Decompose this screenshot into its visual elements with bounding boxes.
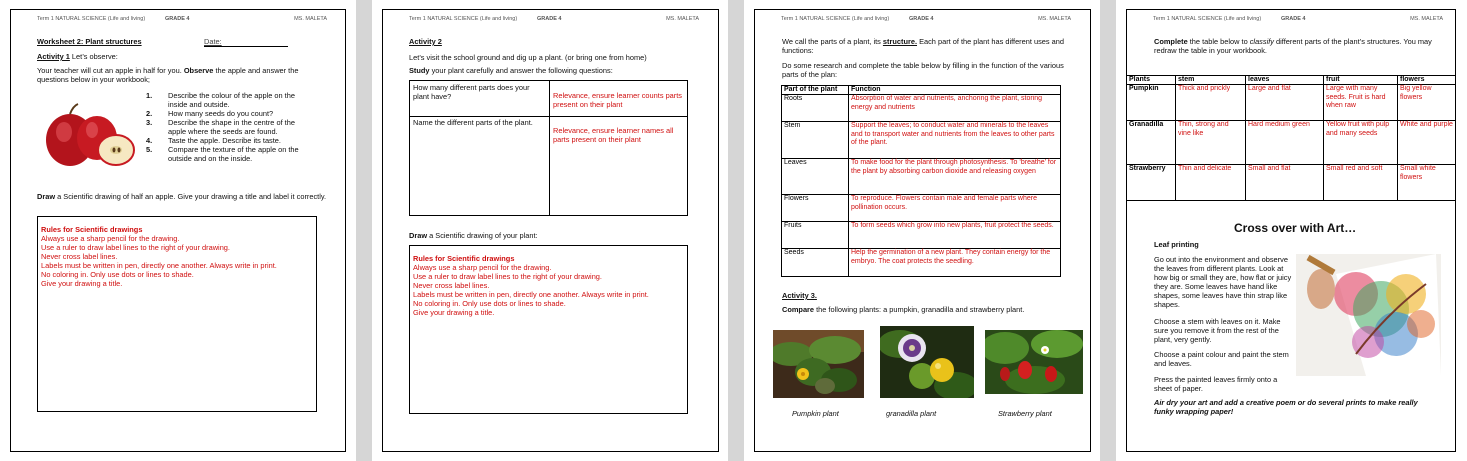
classify-table	[1126, 75, 1456, 201]
rule-item: Give your drawing a title.	[413, 308, 495, 317]
table-row	[1127, 85, 1456, 121]
intro-text: the table below to	[1187, 37, 1250, 46]
rule-item: Give your drawing a title.	[41, 279, 123, 288]
research-instruction: Do some research and complete the table below by filling in the function of the various parts of the plan:	[782, 61, 1064, 79]
intro-observe: Observe	[183, 66, 214, 75]
intro-text: Your teacher will cut an apple in half for you.	[37, 66, 184, 75]
rule-item: Labels must be written in pen, directly one another. Always write in print.	[413, 290, 649, 299]
question-item	[146, 136, 311, 145]
draw-instruction	[409, 231, 538, 240]
structure-intro	[782, 37, 1064, 55]
question-number: 5.	[146, 145, 153, 154]
compare-label: Compare	[782, 305, 815, 314]
question-text: How many seeds do you count?	[168, 109, 274, 118]
page-3	[744, 0, 1100, 461]
answer-2: Relevance, ensure learner names all parts present on their plant	[553, 126, 674, 144]
question-number: 1.	[146, 91, 153, 100]
function-cell: Help the germination of a new plant. They contain energy for the embryo. The coat protects the seedling.	[849, 249, 1061, 277]
leaf-printing-para: Press the painted leaves firmly onto a sheet of paper.	[1154, 375, 1278, 393]
col-header: stem	[1176, 76, 1246, 85]
col-header: leaves	[1246, 76, 1324, 85]
stem-cell: Thin and delicate	[1176, 165, 1246, 201]
question-number: 2.	[146, 109, 153, 118]
part-cell: Leaves	[782, 159, 849, 195]
rules-title: Rules for Scientific drawings	[413, 254, 515, 263]
compare-text: the following plants: a pumpkin, granadilla and strawberry plant.	[814, 305, 1025, 314]
rule-item: Use a ruler to draw label lines to the right of your drawing.	[413, 272, 602, 281]
activity-1-tail: Let’s observe:	[69, 52, 118, 61]
rules-title: Rules for Scientific drawings	[41, 225, 143, 234]
classify-intro	[1154, 37, 1434, 55]
intro-text: We call the parts of a plant, its	[782, 37, 883, 46]
strawberry-caption: Strawberry plant	[998, 409, 1052, 418]
question-2: Name the different parts of the plant.	[413, 118, 533, 127]
header-grade: GRADE 4	[165, 16, 190, 22]
fruit-cell: Small red and soft	[1324, 165, 1398, 201]
question-number: 3.	[146, 118, 153, 127]
table-row	[782, 122, 1061, 159]
draw-instruction	[37, 192, 327, 201]
drawing-box[interactable]	[409, 245, 688, 414]
complete-label: Complete	[1154, 37, 1188, 46]
header-teacher: MS. MALETA	[294, 16, 327, 22]
intro-structure: structure.	[882, 37, 918, 46]
leaves-cell: Small and flat	[1246, 165, 1324, 201]
leaf-printing-para: Choose a paint colour and paint the stem and leaves.	[1154, 350, 1289, 368]
question-item	[146, 109, 311, 118]
activity-2-study	[409, 66, 709, 75]
part-cell: Roots	[782, 95, 849, 122]
page-4	[1116, 0, 1467, 461]
intro-text-2: the apple and answer the questions below in your workbook;	[37, 66, 299, 84]
header-grade: GRADE 4	[909, 16, 934, 22]
table-row	[782, 222, 1061, 249]
rule-item: No coloring in. Only use dots or lines to shade.	[41, 270, 194, 279]
question-text: Taste the apple. Describe its taste.	[168, 136, 281, 145]
flowers-cell: Small white flowers	[1398, 165, 1456, 201]
fruit-cell: Yellow fruit with pulp and many seeds	[1324, 121, 1398, 165]
rule-item: Never cross label lines.	[41, 252, 118, 261]
strawberry-plant-photo	[985, 330, 1083, 394]
plant-cell: Granadilla	[1127, 121, 1176, 165]
activity-2-heading: Activity 2	[409, 37, 442, 46]
table-row	[782, 95, 1061, 122]
page-2	[372, 0, 728, 461]
function-cell: To form seeds which grow into new plants, fruit protect the seeds.	[849, 222, 1061, 249]
part-cell: Fruits	[782, 222, 849, 249]
rule-item: Always use a sharp pencil for the drawing.	[413, 263, 552, 272]
table-row	[1127, 165, 1456, 201]
leaf-printing-para: Go out into the environment and observe the leaves from different plants. Look at how big or small they are, how flat or juicy they are. Some leaves have hand like shapes, some leaves have thin strap like shapes.	[1154, 255, 1292, 309]
page-1	[0, 0, 356, 461]
col-header: flowers	[1398, 76, 1456, 85]
leaves-cell: Large and flat	[1246, 85, 1324, 121]
pumpkin-caption: Pumpkin plant	[792, 409, 839, 418]
study-text: your plant carefully and answer the following questions:	[429, 66, 613, 75]
table-row	[782, 159, 1061, 195]
granadilla-plant-photo	[880, 326, 974, 398]
col-header-function: Function	[849, 86, 1061, 95]
table-row	[782, 249, 1061, 277]
question-item	[146, 145, 311, 163]
question-item	[146, 91, 311, 109]
draw-label: Draw	[409, 231, 428, 240]
table-row	[782, 195, 1061, 222]
activity-2-line1: Let’s visit the school ground and dig up a plant. (or bring one from home)	[409, 53, 647, 62]
study-label: Study	[409, 66, 430, 75]
draw-text: a Scientific drawing of your plant:	[427, 231, 538, 240]
function-cell: To make food for the plant through photosynthesis. To ‘breathe’ for the plant by absorbing carbon dioxide and releasing oxygen	[849, 159, 1061, 195]
question-list	[146, 91, 311, 163]
leaf-printing-final: Air dry your art and add a creative poem or do several prints to make really funky wrapping paper!	[1154, 398, 1418, 416]
draw-text: a Scientific drawing of half an apple. Give your drawing a title and label it correctly.	[55, 192, 327, 201]
question-text: Describe the colour of the apple on the inside and outside.	[168, 91, 295, 109]
question-text: Compare the texture of the apple on the outside and on the inside.	[168, 145, 299, 163]
drawing-box[interactable]	[37, 216, 317, 412]
rule-item: Always use a sharp pencil for the drawing.	[41, 234, 180, 243]
part-cell: Seeds	[782, 249, 849, 277]
function-table	[781, 85, 1061, 277]
worksheet-title: Worksheet 2: Plant structures	[37, 37, 142, 46]
col-header: Plants	[1127, 76, 1176, 85]
activity-1-heading	[37, 52, 118, 61]
date-label: Date:	[204, 37, 222, 46]
leaf-printing-subheading: Leaf printing	[1154, 240, 1199, 249]
header-subject: Term 1 NATURAL SCIENCE (Life and living)	[1153, 16, 1262, 22]
col-header: fruit	[1324, 76, 1398, 85]
intro-text-2: different parts of the plant’s structures. You may redraw the table in your workbook.	[1154, 37, 1432, 55]
question-number: 4.	[146, 136, 153, 145]
header-grade: GRADE 4	[1281, 16, 1306, 22]
leaves-cell: Hard medium green	[1246, 121, 1324, 165]
leaf-print-photo	[1296, 254, 1441, 376]
stem-cell: Thin, strong and vine like	[1176, 121, 1246, 165]
fruit-cell: Large with many seeds. Fruit is hard when raw	[1324, 85, 1398, 121]
granadilla-caption: granadilla plant	[886, 409, 937, 418]
activity-3-heading: Activity 3.	[782, 291, 817, 300]
plant-cell: Strawberry	[1127, 165, 1176, 201]
question-1: How many different parts does your plant have?	[413, 83, 530, 101]
header-grade: GRADE 4	[537, 16, 562, 22]
pumpkin-plant-photo	[773, 330, 864, 398]
header-teacher: MS. MALETA	[666, 16, 699, 22]
part-cell: Stem	[782, 122, 849, 159]
stem-cell: Thick and prickly	[1176, 85, 1246, 121]
rule-item: Labels must be written in pen, directly one another. Always write in print.	[41, 261, 277, 270]
rule-item: Never cross label lines.	[413, 281, 490, 290]
function-cell: Support the leaves; to conduct water and minerals to the leaves and to transport water and nutrients from the leaves to other parts of the plant.	[849, 122, 1061, 159]
activity-1-intro	[37, 66, 327, 84]
rule-item: No coloring in. Only use dots or lines to shade.	[413, 299, 566, 308]
date-field[interactable]	[204, 37, 288, 47]
leaf-printing-para: Choose a stem with leaves on it. Make sure you remove it from the rest of the plant, very gently.	[1154, 317, 1281, 344]
header-teacher: MS. MALETA	[1410, 16, 1443, 22]
plant-cell: Pumpkin	[1127, 85, 1176, 121]
intro-text-2: Each part of the plant has different uses and functions:	[782, 37, 1064, 55]
art-heading: Cross over with Art…	[1234, 221, 1357, 235]
header-subject: Term 1 NATURAL SCIENCE (Life and living)	[781, 16, 890, 22]
activity-1-label: Activity 1	[37, 52, 70, 61]
header-subject: Term 1 NATURAL SCIENCE (Life and living)	[409, 16, 518, 22]
part-cell: Flowers	[782, 195, 849, 222]
header-subject: Term 1 NATURAL SCIENCE (Life and living)	[37, 16, 146, 22]
flowers-cell: White and purple	[1398, 121, 1456, 165]
answer-1: Relevance, ensure learner counts parts present on their plant	[553, 91, 682, 109]
apple-image	[42, 100, 138, 172]
table-row	[1127, 121, 1456, 165]
draw-label: Draw	[37, 192, 56, 201]
col-header-part: Part of the plant	[782, 86, 849, 95]
flowers-cell: Big yellow flowers	[1398, 85, 1456, 121]
activity-3-instruction	[782, 305, 1072, 314]
function-cell: Absorption of water and nutrients, anchoring the plant, storing energy and nutrients	[849, 95, 1061, 122]
question-text: Describe the shape in the centre of the apple where the seeds are found.	[168, 118, 295, 136]
header-teacher: MS. MALETA	[1038, 16, 1071, 22]
rule-item: Use a ruler to draw label lines to the right of your drawing.	[41, 243, 230, 252]
questions-table	[409, 80, 688, 216]
classify-word: classify	[1249, 37, 1274, 46]
question-item	[146, 118, 311, 136]
function-cell: To reproduce. Flowers contain male and female parts where pollination occurs.	[849, 195, 1061, 222]
